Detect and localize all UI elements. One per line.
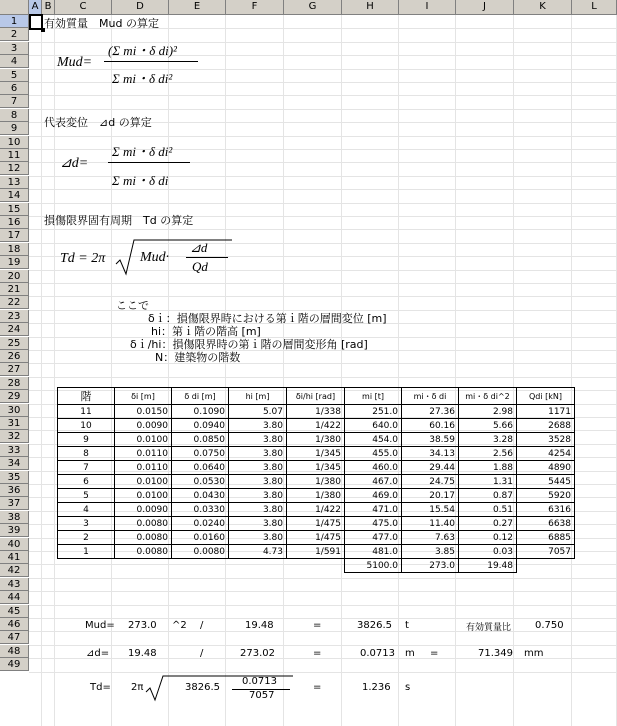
row-header-38[interactable]: 38 bbox=[0, 511, 29, 524]
table-cell[interactable]: 4254 bbox=[517, 447, 575, 461]
table-empty-cell bbox=[517, 559, 575, 573]
table-cell[interactable]: 1/380 bbox=[287, 433, 345, 447]
table-cell[interactable]: 1/591 bbox=[287, 545, 345, 559]
table-cell[interactable]: 2 bbox=[58, 531, 115, 545]
table-cell[interactable]: 5445 bbox=[517, 475, 575, 489]
table-cell[interactable]: 251.0 bbox=[345, 405, 402, 419]
table-cell[interactable]: 3.28 bbox=[459, 433, 517, 447]
table-cell[interactable]: 0.0080 bbox=[115, 517, 172, 531]
row-header-20[interactable]: 20 bbox=[0, 270, 29, 283]
gridline-horizontal bbox=[29, 203, 617, 204]
table-cell[interactable]: 1/422 bbox=[287, 419, 345, 433]
table-cell[interactable]: 0.0110 bbox=[115, 447, 172, 461]
gridline-horizontal bbox=[29, 95, 617, 96]
table-cell[interactable]: 60.16 bbox=[402, 419, 459, 433]
row-header-39[interactable]: 39 bbox=[0, 524, 29, 537]
table-empty-cell bbox=[229, 559, 287, 573]
table-cell[interactable]: 1/422 bbox=[287, 503, 345, 517]
calc-td-num: 0.0713 bbox=[242, 676, 277, 687]
table-cell[interactable]: 24.75 bbox=[402, 475, 459, 489]
row-header-33[interactable]: 33 bbox=[0, 444, 29, 457]
table-cell[interactable]: 0.0330 bbox=[172, 503, 229, 517]
row-header-34[interactable]: 34 bbox=[0, 457, 29, 470]
table-header-cell[interactable]: mi・δ di bbox=[402, 388, 459, 405]
table-cell[interactable]: 29.44 bbox=[402, 461, 459, 475]
row-header-12[interactable]: 12 bbox=[0, 162, 29, 175]
row-header-1[interactable]: 1 bbox=[0, 15, 29, 28]
gridline-horizontal bbox=[29, 229, 617, 230]
mud-formula-denominator: Σ mi・δ di² bbox=[112, 71, 173, 86]
table-cell[interactable]: 10 bbox=[58, 419, 115, 433]
table-cell[interactable]: 7057 bbox=[517, 545, 575, 559]
row-header-9[interactable]: 9 bbox=[0, 122, 29, 135]
table-header-cell[interactable]: mi [t] bbox=[345, 388, 402, 405]
calc-d-unit: m bbox=[405, 648, 415, 659]
calc-mud-div: / bbox=[200, 620, 204, 631]
mud-section-title: 有効質量 Mud の算定 bbox=[44, 17, 159, 30]
gridline-horizontal bbox=[29, 377, 617, 378]
table-cell[interactable]: 454.0 bbox=[345, 433, 402, 447]
row-header-26[interactable]: 26 bbox=[0, 350, 29, 363]
table-cell[interactable]: 0.51 bbox=[459, 503, 517, 517]
table-empty-cell bbox=[172, 559, 229, 573]
table-row bbox=[58, 405, 575, 419]
table-cell[interactable]: 3.80 bbox=[229, 419, 287, 433]
calc-d-a: 19.48 bbox=[128, 648, 157, 659]
td-formula-denominator: Qd bbox=[192, 259, 208, 274]
row-header-2[interactable]: 2 bbox=[0, 28, 29, 41]
table-cell[interactable]: 0.0530 bbox=[172, 475, 229, 489]
table-cell[interactable]: 455.0 bbox=[345, 447, 402, 461]
row-header-32[interactable]: 32 bbox=[0, 430, 29, 443]
table-cell[interactable]: 38.59 bbox=[402, 433, 459, 447]
td-formula-lhs: Td = 2π bbox=[60, 251, 106, 266]
row-header-11[interactable]: 11 bbox=[0, 149, 29, 162]
table-cell[interactable]: 1/380 bbox=[287, 475, 345, 489]
table-cell[interactable]: 4 bbox=[58, 503, 115, 517]
column-header-i[interactable]: I bbox=[399, 0, 456, 14]
table-cell[interactable]: 640.0 bbox=[345, 419, 402, 433]
table-cell[interactable]: 1/475 bbox=[287, 517, 345, 531]
table-cell[interactable]: 0.0100 bbox=[115, 475, 172, 489]
table-cell[interactable]: 5 bbox=[58, 489, 115, 503]
story-data-table bbox=[57, 387, 575, 573]
row-header-43[interactable]: 43 bbox=[0, 578, 29, 591]
table-row bbox=[58, 503, 575, 517]
table-cell[interactable]: 1/380 bbox=[287, 489, 345, 503]
gridline-horizontal bbox=[29, 631, 617, 632]
row-header-8[interactable]: 8 bbox=[0, 109, 29, 122]
table-cell[interactable]: 1/345 bbox=[287, 447, 345, 461]
table-cell[interactable]: 0.0640 bbox=[172, 461, 229, 475]
table-cell[interactable]: 3.80 bbox=[229, 531, 287, 545]
table-cell[interactable]: 0.1090 bbox=[172, 405, 229, 419]
table-row bbox=[58, 475, 575, 489]
disp-formula-denominator: Σ mi・δ di bbox=[112, 173, 169, 188]
row-header-31[interactable]: 31 bbox=[0, 417, 29, 430]
table-cell[interactable]: 0.0850 bbox=[172, 433, 229, 447]
table-cell[interactable]: 0.12 bbox=[459, 531, 517, 545]
legend-here: ここで bbox=[116, 299, 149, 312]
row-header-29[interactable]: 29 bbox=[0, 390, 29, 403]
table-cell[interactable]: 2.98 bbox=[459, 405, 517, 419]
table-cell[interactable]: 2.56 bbox=[459, 447, 517, 461]
calc-td-den: 7057 bbox=[249, 690, 275, 701]
gridline-horizontal bbox=[29, 283, 617, 284]
table-cell[interactable]: 0.0110 bbox=[115, 461, 172, 475]
gridline-horizontal bbox=[29, 363, 617, 364]
row-header-28[interactable]: 28 bbox=[0, 377, 29, 390]
row-header-4[interactable]: 4 bbox=[0, 55, 29, 68]
td-formula-numerator: ⊿d bbox=[190, 240, 208, 255]
table-row bbox=[58, 531, 575, 545]
table-cell[interactable]: 0.0750 bbox=[172, 447, 229, 461]
table-header-cell[interactable]: hi [m] bbox=[229, 388, 287, 405]
row-header-22[interactable]: 22 bbox=[0, 296, 29, 309]
select-all-corner[interactable] bbox=[0, 0, 29, 14]
table-header-cell[interactable]: 階 bbox=[58, 388, 115, 405]
table-cell[interactable]: 0.0080 bbox=[115, 545, 172, 559]
table-cell[interactable]: 471.0 bbox=[345, 503, 402, 517]
calc-d-mm: 71.349 bbox=[478, 648, 513, 659]
table-cell[interactable]: 3528 bbox=[517, 433, 575, 447]
row-header-37[interactable]: 37 bbox=[0, 497, 29, 510]
calc-d-val: 0.0713 bbox=[360, 648, 395, 659]
row-header-23[interactable]: 23 bbox=[0, 310, 29, 323]
row-header-13[interactable]: 13 bbox=[0, 176, 29, 189]
table-cell[interactable]: 469.0 bbox=[345, 489, 402, 503]
table-total-cell[interactable]: 273.0 bbox=[402, 559, 459, 573]
table-row bbox=[58, 419, 575, 433]
mud-formula-lhs: Mud= bbox=[57, 55, 93, 70]
td-formula-inner: Mud· bbox=[140, 250, 170, 265]
legend-line-4: N：建築物の階数 bbox=[155, 351, 241, 364]
table-cell[interactable]: 0.03 bbox=[459, 545, 517, 559]
legend-line-2: hi：第ｉ階の階高 [m] bbox=[151, 325, 261, 338]
table-cell[interactable]: 0.0100 bbox=[115, 489, 172, 503]
calc-mud-val: 3826.5 bbox=[357, 620, 392, 631]
row-header-40[interactable]: 40 bbox=[0, 538, 29, 551]
table-cell[interactable]: 15.54 bbox=[402, 503, 459, 517]
table-cell[interactable]: 481.0 bbox=[345, 545, 402, 559]
disp-formula-numerator: Σ mi・δ di² bbox=[112, 144, 173, 159]
calc-mud-unit: t bbox=[405, 620, 409, 631]
table-cell[interactable]: 4890 bbox=[517, 461, 575, 475]
table-cell[interactable]: 467.0 bbox=[345, 475, 402, 489]
table-cell[interactable]: 0.0080 bbox=[172, 545, 229, 559]
table-cell[interactable]: 6 bbox=[58, 475, 115, 489]
calc-td-2pi: 2π bbox=[131, 682, 144, 693]
mud-fraction-line bbox=[104, 61, 198, 62]
legend-line-1: δｉ：損傷限界時における第ｉ階の層間変位 [m] bbox=[148, 312, 387, 325]
column-header-l[interactable]: L bbox=[572, 0, 617, 14]
disp-section-title: 代表変位 ⊿d の算定 bbox=[44, 116, 152, 129]
table-cell[interactable]: 11.40 bbox=[402, 517, 459, 531]
gridline-horizontal bbox=[29, 591, 617, 592]
column-header-f[interactable]: F bbox=[226, 0, 284, 14]
column-header-g[interactable]: G bbox=[284, 0, 342, 14]
table-cell[interactable]: 0.0430 bbox=[172, 489, 229, 503]
calc-d-b: 273.02 bbox=[240, 648, 275, 659]
mud-formula-numerator: (Σ mi・δ di)² bbox=[108, 43, 177, 58]
table-cell[interactable]: 3.80 bbox=[229, 461, 287, 475]
table-cell[interactable]: 475.0 bbox=[345, 517, 402, 531]
table-header-row bbox=[58, 388, 575, 405]
calc-mud-pow: ^2 bbox=[172, 620, 187, 631]
table-cell[interactable]: 460.0 bbox=[345, 461, 402, 475]
gridline-horizontal bbox=[29, 136, 617, 137]
gridline-horizontal bbox=[29, 605, 617, 606]
table-cell[interactable]: 0.0080 bbox=[115, 531, 172, 545]
row-header-17[interactable]: 17 bbox=[0, 229, 29, 242]
table-row bbox=[58, 517, 575, 531]
row-header-10[interactable]: 10 bbox=[0, 136, 29, 149]
column-header-e[interactable]: E bbox=[169, 0, 226, 14]
table-row bbox=[58, 545, 575, 559]
row-header-5[interactable]: 5 bbox=[0, 69, 29, 82]
row-header-42[interactable]: 42 bbox=[0, 564, 29, 577]
table-cell[interactable]: 0.0100 bbox=[115, 433, 172, 447]
table-cell[interactable]: 1 bbox=[58, 545, 115, 559]
gridline-horizontal bbox=[29, 645, 617, 646]
table-cell[interactable]: 0.0150 bbox=[115, 405, 172, 419]
table-cell[interactable]: 0.0940 bbox=[172, 419, 229, 433]
calc-d-div: / bbox=[200, 648, 204, 659]
table-cell[interactable]: 6885 bbox=[517, 531, 575, 545]
table-cell[interactable]: 9 bbox=[58, 433, 115, 447]
table-empty-cell bbox=[287, 559, 345, 573]
table-cell[interactable]: 27.36 bbox=[402, 405, 459, 419]
table-row bbox=[58, 433, 575, 447]
td-sqrt-sign bbox=[114, 238, 234, 278]
td-fraction-line bbox=[186, 257, 228, 258]
table-cell[interactable]: 5.66 bbox=[459, 419, 517, 433]
table-cell[interactable]: 1/338 bbox=[287, 405, 345, 419]
row-header-7[interactable]: 7 bbox=[0, 95, 29, 108]
table-header-cell[interactable]: δi [m] bbox=[115, 388, 172, 405]
row-header-30[interactable]: 30 bbox=[0, 404, 29, 417]
calc-td-mud: 3826.5 bbox=[185, 682, 220, 693]
row-header-14[interactable]: 14 bbox=[0, 189, 29, 202]
calc-mud-b: 19.48 bbox=[245, 620, 274, 631]
table-row bbox=[58, 447, 575, 461]
table-cell[interactable]: 0.87 bbox=[459, 489, 517, 503]
calc-mud-a: 273.0 bbox=[128, 620, 157, 631]
table-totals-row bbox=[58, 559, 575, 573]
table-cell[interactable]: 8 bbox=[58, 447, 115, 461]
row-header-3[interactable]: 3 bbox=[0, 42, 29, 55]
gridline-horizontal bbox=[29, 618, 617, 619]
row-header-27[interactable]: 27 bbox=[0, 363, 29, 376]
table-cell[interactable]: 0.0160 bbox=[172, 531, 229, 545]
gridline-horizontal bbox=[29, 578, 617, 579]
table-cell[interactable]: 11 bbox=[58, 405, 115, 419]
table-cell[interactable]: 1.31 bbox=[459, 475, 517, 489]
table-cell[interactable]: 3 bbox=[58, 517, 115, 531]
calc-d-eq2: = bbox=[430, 648, 439, 659]
calc-d-label: ⊿d= bbox=[86, 648, 110, 659]
table-cell[interactable]: 0.27 bbox=[459, 517, 517, 531]
table-total-cell[interactable]: 19.48 bbox=[459, 559, 517, 573]
table-cell[interactable]: 3.80 bbox=[229, 503, 287, 517]
calc-td-eq: = bbox=[313, 682, 322, 693]
table-cell[interactable]: 3.80 bbox=[229, 517, 287, 531]
table-total-cell[interactable]: 5100.0 bbox=[345, 559, 402, 573]
table-cell[interactable]: 5.07 bbox=[229, 405, 287, 419]
row-header-46[interactable]: 46 bbox=[0, 618, 29, 631]
calc-td-val: 1.236 bbox=[362, 682, 391, 693]
table-header-cell[interactable]: mi・δ di^2 bbox=[459, 388, 517, 405]
calc-d-eq: = bbox=[313, 648, 322, 659]
table-cell[interactable]: 3.80 bbox=[229, 489, 287, 503]
table-header-cell[interactable]: Qdi [kN] bbox=[517, 388, 575, 405]
td-section-title: 損傷限界固有周期 Td の算定 bbox=[44, 214, 194, 227]
column-header-c[interactable]: C bbox=[55, 0, 112, 14]
row-header-45[interactable]: 45 bbox=[0, 605, 29, 618]
calc-td-label: Td= bbox=[90, 682, 111, 693]
column-header-b[interactable]: B bbox=[42, 0, 55, 14]
gridline-horizontal bbox=[29, 109, 617, 110]
table-cell[interactable]: 1.88 bbox=[459, 461, 517, 475]
row-header-16[interactable]: 16 bbox=[0, 216, 29, 229]
row-header-47[interactable]: 47 bbox=[0, 631, 29, 644]
table-cell[interactable]: 0.0090 bbox=[115, 503, 172, 517]
column-header-d[interactable]: D bbox=[112, 0, 169, 14]
column-header-j[interactable]: J bbox=[456, 0, 514, 14]
column-header-k[interactable]: K bbox=[514, 0, 572, 14]
table-cell[interactable]: 1/475 bbox=[287, 531, 345, 545]
disp-fraction-line bbox=[108, 162, 190, 163]
table-cell[interactable]: 7 bbox=[58, 461, 115, 475]
row-header-49[interactable]: 49 bbox=[0, 658, 29, 671]
table-cell[interactable]: 3.80 bbox=[229, 475, 287, 489]
calc-mud-eq: = bbox=[313, 620, 322, 631]
calc-mud-label: Mud= bbox=[85, 620, 115, 631]
row-header-48[interactable]: 48 bbox=[0, 645, 29, 658]
table-empty-cell bbox=[115, 559, 172, 573]
row-header-24[interactable]: 24 bbox=[0, 323, 29, 336]
row-header-44[interactable]: 44 bbox=[0, 591, 29, 604]
table-cell[interactable]: 7.63 bbox=[402, 531, 459, 545]
table-cell[interactable]: 477.0 bbox=[345, 531, 402, 545]
table-cell[interactable]: 5920 bbox=[517, 489, 575, 503]
gridline-horizontal bbox=[29, 189, 617, 190]
row-header-15[interactable]: 15 bbox=[0, 203, 29, 216]
table-cell[interactable]: 6316 bbox=[517, 503, 575, 517]
row-header-19[interactable]: 19 bbox=[0, 256, 29, 269]
table-cell[interactable]: 3.80 bbox=[229, 433, 287, 447]
table-cell[interactable]: 6638 bbox=[517, 517, 575, 531]
table-cell[interactable]: 20.17 bbox=[402, 489, 459, 503]
row-header-6[interactable]: 6 bbox=[0, 82, 29, 95]
column-header-h[interactable]: H bbox=[342, 0, 399, 14]
row-header-25[interactable]: 25 bbox=[0, 337, 29, 350]
table-cell[interactable]: 4.73 bbox=[229, 545, 287, 559]
row-header-36[interactable]: 36 bbox=[0, 484, 29, 497]
gridline-horizontal bbox=[29, 672, 617, 673]
row-header-21[interactable]: 21 bbox=[0, 283, 29, 296]
table-row bbox=[58, 461, 575, 475]
table-cell[interactable]: 3.80 bbox=[229, 447, 287, 461]
table-row bbox=[58, 489, 575, 503]
disp-formula-lhs: ⊿d= bbox=[60, 156, 89, 171]
calc-td-unit: s bbox=[405, 682, 411, 693]
table-cell[interactable]: 1/345 bbox=[287, 461, 345, 475]
table-header-cell[interactable]: δ di [m] bbox=[172, 388, 229, 405]
calc-ratio-label: 有効質量比 bbox=[466, 623, 512, 633]
column-header-a[interactable]: A bbox=[29, 0, 42, 14]
row-header-18[interactable]: 18 bbox=[0, 243, 29, 256]
table-cell[interactable]: 3.85 bbox=[402, 545, 459, 559]
row-header-41[interactable]: 41 bbox=[0, 551, 29, 564]
calc-d-mm-unit: mm bbox=[524, 648, 544, 659]
row-header-35[interactable]: 35 bbox=[0, 471, 29, 484]
legend-line-3: δｉ/hi：損傷限界時の第ｉ階の層間変形角 [rad] bbox=[130, 338, 368, 351]
calc-ratio-val: 0.750 bbox=[535, 620, 564, 631]
table-cell[interactable]: 0.0090 bbox=[115, 419, 172, 433]
table-cell[interactable]: 34.13 bbox=[402, 447, 459, 461]
table-header-cell[interactable]: δi/hi [rad] bbox=[287, 388, 345, 405]
table-cell[interactable]: 1171 bbox=[517, 405, 575, 419]
table-cell[interactable]: 0.0240 bbox=[172, 517, 229, 531]
table-empty-cell bbox=[58, 559, 115, 573]
table-cell[interactable]: 2688 bbox=[517, 419, 575, 433]
